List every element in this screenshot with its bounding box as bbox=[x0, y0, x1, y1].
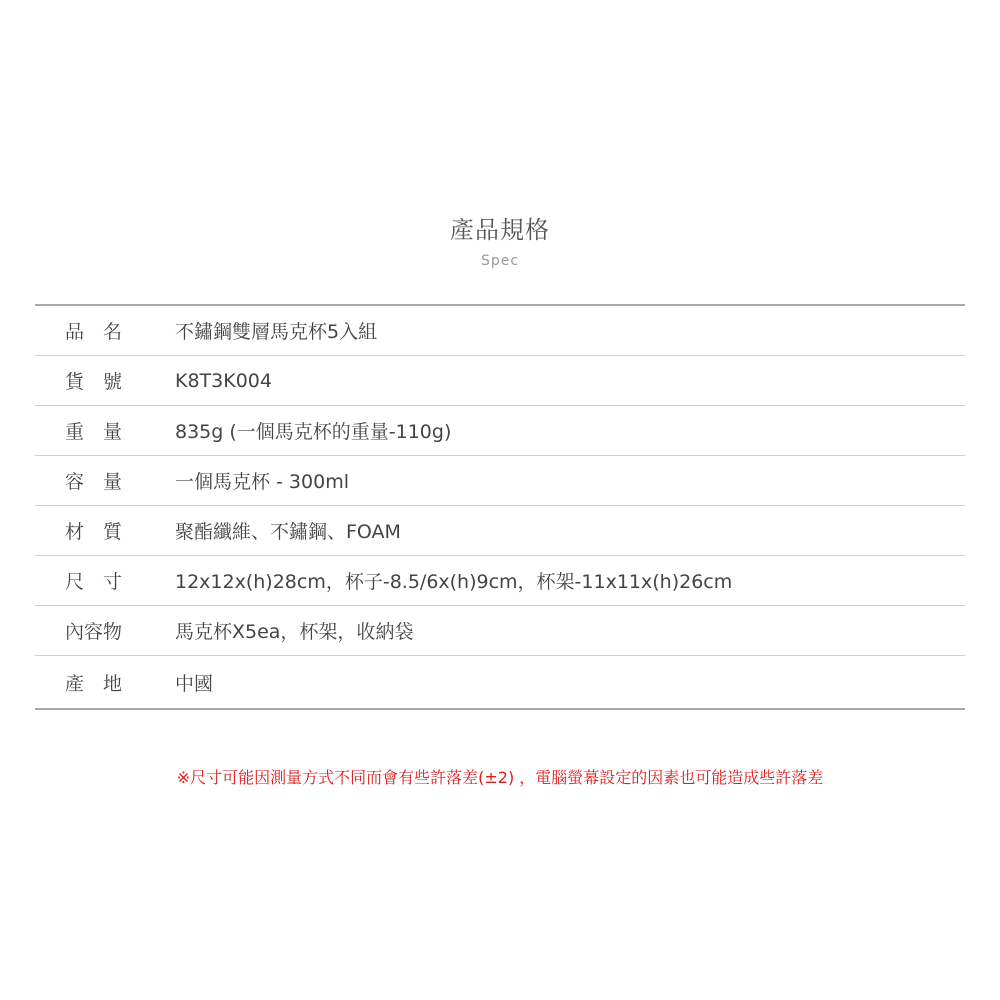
spec-row-dimensions bbox=[35, 556, 965, 606]
spec-row-name bbox=[35, 306, 965, 356]
spec-row-item-number bbox=[35, 356, 965, 406]
spec-label: 產 地 bbox=[65, 672, 123, 695]
spec-label: 品 名 bbox=[65, 321, 123, 343]
spec-value: 馬克杯X5ea，杯架，收納袋 bbox=[175, 621, 414, 643]
spec-label: 尺 寸 bbox=[65, 571, 123, 593]
spec-label: 材 質 bbox=[65, 521, 123, 543]
spec-label: 容 量 bbox=[65, 471, 123, 493]
spec-value: 一個馬克杯 - 300ml bbox=[175, 471, 349, 493]
spec-value: K8T3K004 bbox=[175, 369, 272, 392]
spec-value: 中國 bbox=[175, 672, 214, 695]
spec-row-origin bbox=[35, 656, 965, 708]
spec-label: 重 量 bbox=[65, 421, 123, 443]
size-disclaimer-note: ※尺寸可能因測量方式不同而會有些許落差(±2) ，電腦螢幕設定的因素也可能造成些許落差 bbox=[176, 768, 824, 787]
spec-value: 12x12x(h)28cm，杯子-8.5/6x(h)9cm，杯架-11x11x(h)26cm bbox=[175, 571, 733, 593]
spec-row-material bbox=[35, 506, 965, 556]
spec-row-contents bbox=[35, 606, 965, 656]
page-title: 產品規格 bbox=[450, 216, 550, 244]
spec-heading bbox=[0, 210, 1000, 272]
spec-row-capacity bbox=[35, 456, 965, 506]
spec-table bbox=[35, 304, 965, 710]
spec-value: 835g (一個馬克杯的重量-110g) bbox=[175, 421, 452, 443]
spec-value: 不鏽鋼雙層馬克杯5入組 bbox=[175, 321, 378, 343]
spec-row-weight bbox=[35, 406, 965, 456]
spec-value: 聚酯纖維、不鏽鋼、FOAM bbox=[175, 521, 401, 543]
page-subtitle: Spec bbox=[480, 253, 520, 269]
spec-label: 內容物 bbox=[65, 621, 123, 643]
spec-label: 貨 號 bbox=[65, 371, 123, 393]
